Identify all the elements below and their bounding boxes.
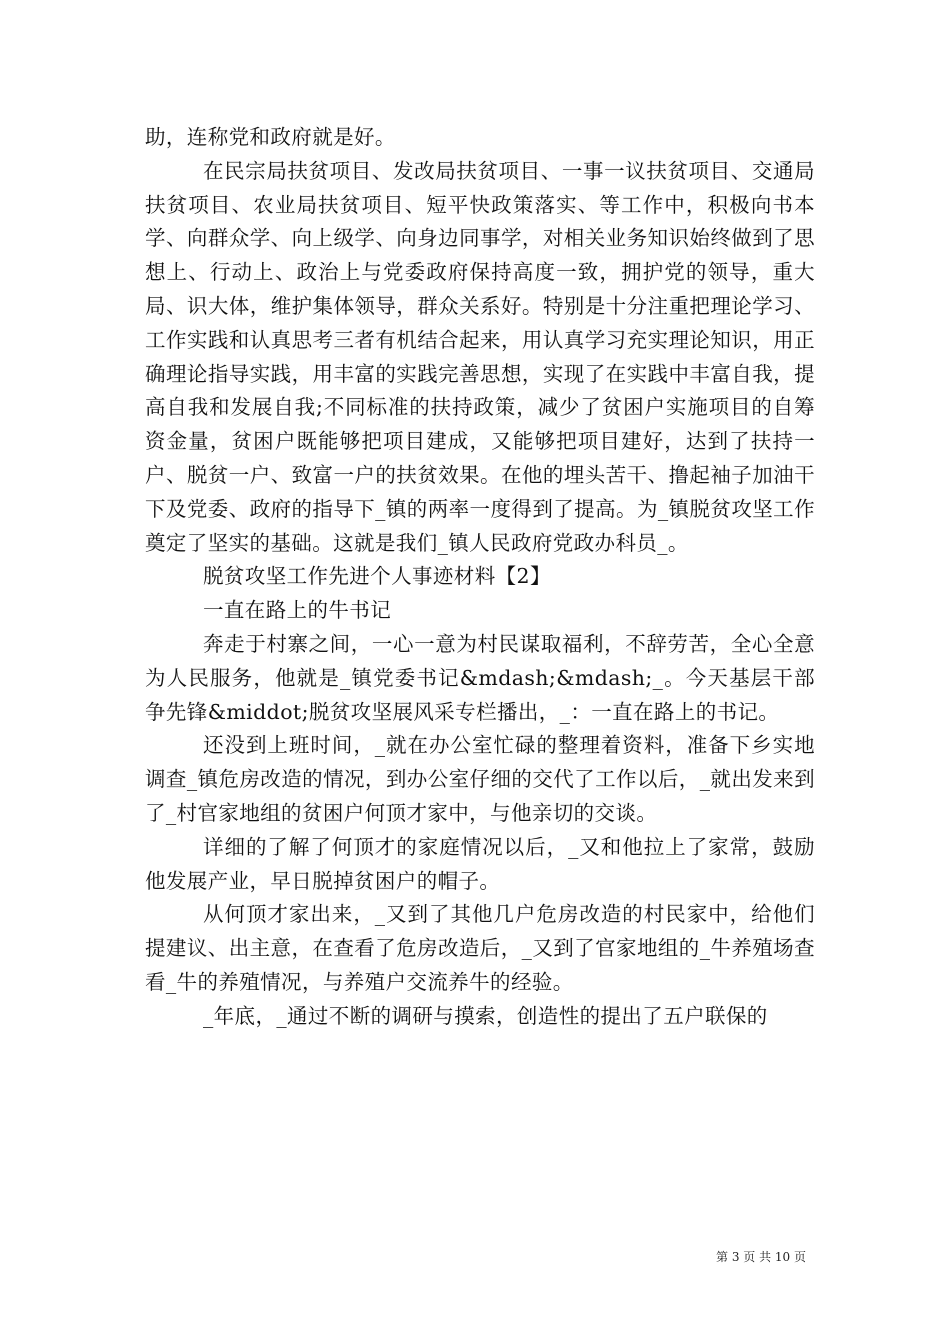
paragraph-poverty-projects: 在民宗局扶贫项目、发改局扶贫项目、一事一议扶贫项目、交通局扶贫项目、农业局扶贫项目、短平快政策落实、等工作中，积极向书本学、向群众学、向上级学、向身边同事学，对相关业务知识始终做到了思想上、行动上、政治上与党委政府保持高度一致，拥护党的领导，重大局、识大体，维护集体领导，群众关系好。特别是十分注重把理论学习、工作实践和认真思考三者有机结合起来，用认真学习充实理论知识，用正确理论指导实践，用丰富的实践完善思想，实现了在实践中丰富自我，提高自我和发展自我;不同标准的扶持政策，减少了贫困户实施项目的自筹资金量，贫困户既能够把项目建成，又能够把项目建好，达到了扶持一户、脱贫一户、致富一户的扶贫效果。在他的埋头苦干、撸起袖子加油干下及党委、政府的指导下_镇的两率一度得到了提高。为_镇脱贫攻坚工作奠定了坚实的基础。这就是我们_镇人民政府党政办科员_。 bbox=[145, 158, 815, 555]
paragraph-housing-check: 从何顶才家出来，_又到了其他几户危房改造的村民家中，给他们提建议、出主意，在查看了危房改造后，_又到了官家地组的_牛养殖场查看_牛的养殖情况，与养殖户交流养牛的经验。 bbox=[145, 902, 815, 994]
document-body bbox=[145, 121, 815, 1034]
article-title: 一直在路上的牛书记 bbox=[203, 598, 392, 623]
paragraph-continuation: 助，连称党和政府就是好。 bbox=[145, 125, 396, 149]
paragraph-year-end: _年底，_通过不断的调研与摸索，创造性的提出了五户联保的 bbox=[203, 1003, 768, 1028]
section-heading: 脱贫攻坚工作先进个人事迹材料【2】 bbox=[203, 564, 551, 589]
paragraph-family-visit: 详细的了解了何顶才的家庭情况以后，_又和他拉上了家常，鼓励他发展产业，早日脱掉贫困户的帽子。 bbox=[145, 834, 815, 893]
paragraph-office-work: 还没到上班时间，_就在办公室忙碌的整理着资料，准备下乡实地调查_镇危房改造的情况，到办公室仔细的交代了工作以后，_就出发来到了_村官家地组的贫困户何顶才家中，与他亲切的交谈。 bbox=[145, 733, 815, 825]
paragraph-intro: 奔走于村寨之间，一心一意为村民谋取福利，不辞劳苦，全心全意为人民服务，他就是_镇党委书记&mdash;&mdash;_。今天基层干部争先锋&middot;脱贫攻坚展风采专栏播出，_：一直在路上的书记。 bbox=[145, 631, 815, 724]
page-number-footer: 第 3 页 共 10 页 bbox=[716, 1250, 806, 1264]
